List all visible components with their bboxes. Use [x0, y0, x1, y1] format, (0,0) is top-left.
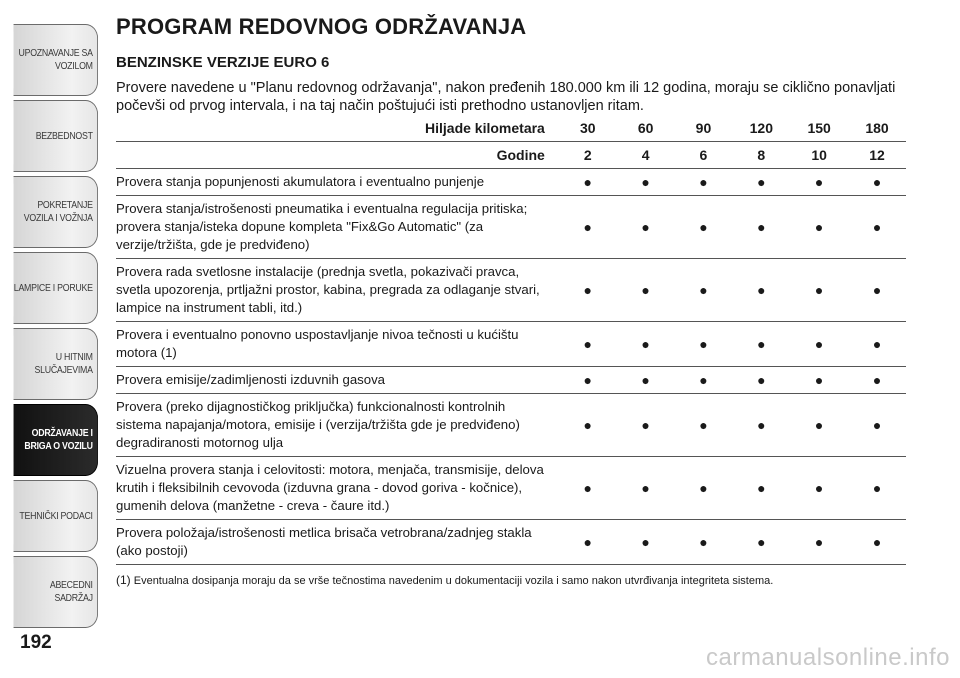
tab-tehnicki-podaci[interactable]: TEHNIČKI PODACI — [14, 480, 98, 552]
interval-mark: ● — [617, 259, 675, 322]
task-description: Provera rada svetlosne instalacije (prednja svetla, pokazivači pravca, svetla upozorenja, prtljažni prostor, kabina, pregrada za odlaganje stvari, lampice na instrument tabli, itd.) — [116, 259, 559, 322]
interval-mark: ● — [790, 367, 848, 394]
years-col: 8 — [732, 142, 790, 169]
interval-mark: ● — [790, 457, 848, 520]
years-col: 6 — [675, 142, 733, 169]
task-description: Provera (preko dijagnostičkog priključka) funkcionalnosti kontrolnih sistema napajanja/motora, emisije i (verzija/tržišta gde je predviđeno) degradiranosti motornog ulja — [116, 394, 559, 457]
footnote-index: (1) — [116, 573, 131, 587]
interval-mark: ● — [790, 196, 848, 259]
interval-mark: ● — [732, 367, 790, 394]
interval-mark: ● — [848, 394, 906, 457]
interval-mark: ● — [675, 520, 733, 565]
interval-mark: ● — [790, 169, 848, 196]
years-col: 10 — [790, 142, 848, 169]
km-col: 180 — [848, 115, 906, 142]
interval-mark: ● — [790, 259, 848, 322]
interval-mark: ● — [675, 169, 733, 196]
interval-mark: ● — [617, 394, 675, 457]
years-header-row — [116, 142, 906, 169]
tab-hitni-slucajevi[interactable]: U HITNIM SLUČAJEVIMA — [14, 328, 98, 400]
interval-mark: ● — [617, 367, 675, 394]
km-col: 150 — [790, 115, 848, 142]
table-row — [116, 169, 906, 196]
interval-mark: ● — [732, 169, 790, 196]
years-col: 12 — [848, 142, 906, 169]
interval-mark: ● — [790, 394, 848, 457]
interval-mark: ● — [675, 196, 733, 259]
interval-mark: ● — [559, 457, 617, 520]
task-description: Provera položaja/istrošenosti metlica brisača vetrobrana/zadnjeg stakla (ako postoji) — [116, 520, 559, 565]
tab-pokretanje[interactable]: POKRETANJE VOZILA I VOŽNJA — [14, 176, 98, 248]
interval-mark: ● — [848, 196, 906, 259]
interval-mark: ● — [848, 169, 906, 196]
footnote — [116, 573, 906, 587]
interval-mark: ● — [675, 259, 733, 322]
footnote-text: Eventualna dosipanja moraju da se vrše tečnostima navedenim u dokumentaciji vozila i samo nakon utvrđivanja integriteta sistema. — [133, 575, 774, 587]
tab-lampice[interactable]: LAMPICE I PORUKE — [14, 252, 98, 324]
interval-mark: ● — [848, 520, 906, 565]
km-label: Hiljade kilometara — [116, 115, 559, 142]
interval-mark: ● — [559, 367, 617, 394]
table-row — [116, 520, 906, 565]
interval-mark: ● — [617, 169, 675, 196]
years-col: 4 — [617, 142, 675, 169]
interval-mark: ● — [675, 457, 733, 520]
interval-mark: ● — [559, 196, 617, 259]
interval-mark: ● — [559, 169, 617, 196]
interval-mark: ● — [790, 322, 848, 367]
km-col: 120 — [732, 115, 790, 142]
interval-mark: ● — [848, 367, 906, 394]
section-subtitle: BENZINSKE VERZIJE EURO 6 — [116, 54, 330, 71]
table-row — [116, 259, 906, 322]
km-header-row — [116, 115, 906, 142]
watermark: carmanualsonline.info — [706, 644, 950, 671]
interval-mark: ● — [617, 520, 675, 565]
task-description: Provera stanja/istrošenosti pneumatika i eventualna regulacija pritiska; provera stanja/isteka dopune kompleta "Fix&Go Automatic" (za verzije/tržišta, gde je predviđeno) — [116, 196, 559, 259]
tab-upoznavanje[interactable]: UPOZNAVANJE SA VOZILOM — [14, 24, 98, 96]
interval-mark: ● — [732, 322, 790, 367]
km-col: 30 — [559, 115, 617, 142]
task-rows — [116, 169, 906, 565]
intro-paragraph: Provere navedene u "Planu redovnog održavanja", nakon pređenih 180.000 km ili 12 godina, moraju se ciklično ponavljati počevši od prvog intervala, i na taj način poštujući isti prethodno ustanovljen ritam. — [116, 80, 896, 114]
years-col: 2 — [559, 142, 617, 169]
interval-mark: ● — [675, 322, 733, 367]
page-number: 192 — [20, 632, 52, 653]
tab-odrzavanje[interactable]: ODRŽAVANJE I BRIGA O VOZILU — [14, 404, 98, 476]
interval-mark: ● — [559, 520, 617, 565]
interval-mark: ● — [559, 322, 617, 367]
interval-mark: ● — [617, 322, 675, 367]
table-row — [116, 367, 906, 394]
task-description: Provera emisije/zadimljenosti izduvnih gasova — [116, 367, 559, 394]
task-description: Vizuelna provera stanja i celovitosti: motora, menjača, transmisije, delova krutih i fleksibilnih cevovoda (izduvna grana - dovod goriva - kočnice), gumenih delova (manžetne - creva - čaure itd.) — [116, 457, 559, 520]
years-label: Godine — [116, 142, 559, 169]
table-row — [116, 394, 906, 457]
interval-mark: ● — [675, 367, 733, 394]
task-description: Provera stanja popunjenosti akumulatora i eventualno punjenje — [116, 169, 559, 196]
interval-mark: ● — [732, 520, 790, 565]
task-description: Provera i eventualno ponovno uspostavljanje nivoa tečnosti u kućištu motora (1) — [116, 322, 559, 367]
interval-mark: ● — [790, 520, 848, 565]
interval-mark: ● — [732, 259, 790, 322]
tab-abecedni-sadrzaj[interactable]: ABECEDNI SADRŽAJ — [14, 556, 98, 628]
interval-mark: ● — [559, 259, 617, 322]
km-col: 60 — [617, 115, 675, 142]
chapter-sidebar — [0, 0, 100, 640]
table-row — [116, 457, 906, 520]
interval-mark: ● — [732, 457, 790, 520]
interval-mark: ● — [848, 457, 906, 520]
km-col: 90 — [675, 115, 733, 142]
interval-mark: ● — [559, 394, 617, 457]
interval-mark: ● — [617, 196, 675, 259]
table-row — [116, 322, 906, 367]
interval-mark: ● — [848, 259, 906, 322]
maintenance-table — [116, 115, 906, 565]
tab-bezbednost[interactable]: BEZBEDNOST — [14, 100, 98, 172]
interval-mark: ● — [732, 196, 790, 259]
interval-mark: ● — [617, 457, 675, 520]
table-row — [116, 196, 906, 259]
page-title: PROGRAM REDOVNOG ODRŽAVANJA — [116, 14, 527, 39]
interval-mark: ● — [848, 322, 906, 367]
interval-mark: ● — [732, 394, 790, 457]
main-content — [116, 14, 906, 587]
interval-mark: ● — [675, 394, 733, 457]
